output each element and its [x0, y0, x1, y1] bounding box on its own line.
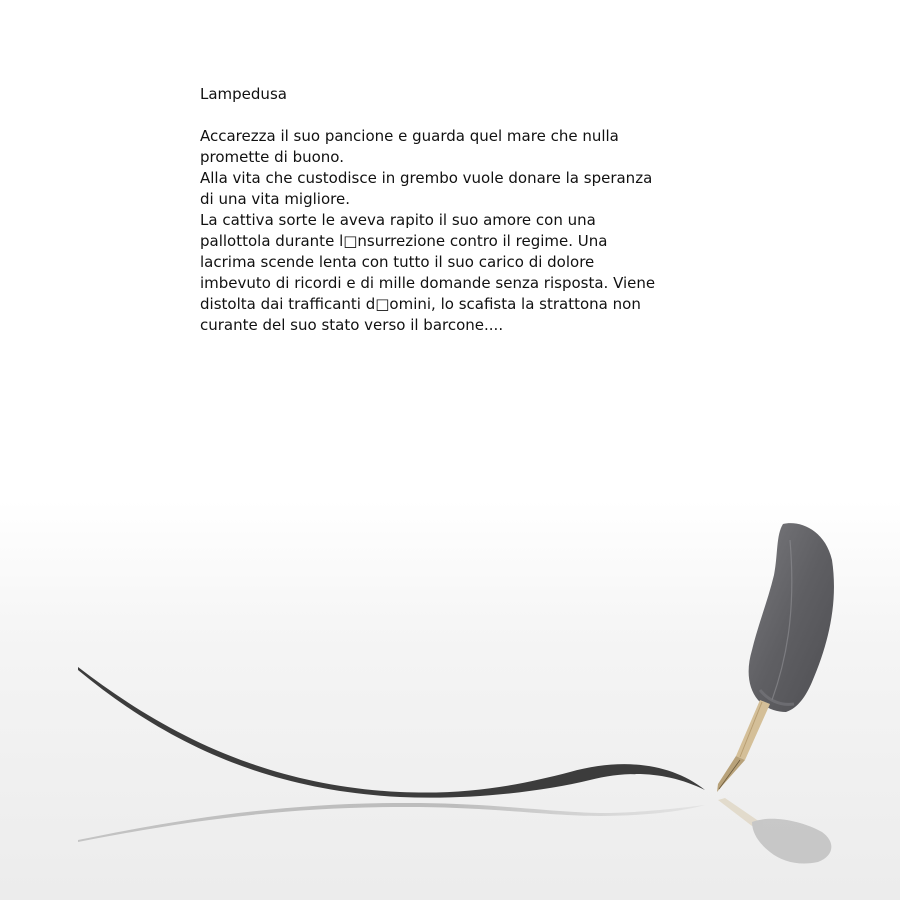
poem-line: distolta dai trafficanti d□omini, lo scafista la strattona non — [200, 295, 641, 313]
quill-shaft — [736, 700, 770, 760]
quill-reflection — [718, 798, 831, 864]
poem-line: La cattiva sorte le aveva rapito il suo amore con una — [200, 211, 596, 229]
poem-title: Lampedusa — [200, 85, 287, 103]
poem-line: lacrima scende lenta con tutto il suo carico di dolore — [200, 253, 595, 271]
poem-line: pallottola durante l□nsurrezione contro il regime. Una — [200, 232, 608, 250]
poem-line: curante del suo stato verso il barcone.... — [200, 316, 504, 334]
poem-line: di una vita migliore. — [200, 190, 350, 208]
ink-stroke — [78, 667, 705, 798]
quill-pen-icon — [717, 523, 834, 792]
poem-line: imbevuto di ricordi e di mille domande senza risposta. Viene — [200, 274, 656, 292]
poem-line: Alla vita che custodisce in grembo vuole donare la speranza — [200, 169, 653, 187]
poem-line: promette di buono. — [200, 148, 344, 166]
ink-reflection — [78, 803, 705, 842]
poem-line: Accarezza il suo pancione e guarda quel mare che nulla — [200, 127, 619, 145]
